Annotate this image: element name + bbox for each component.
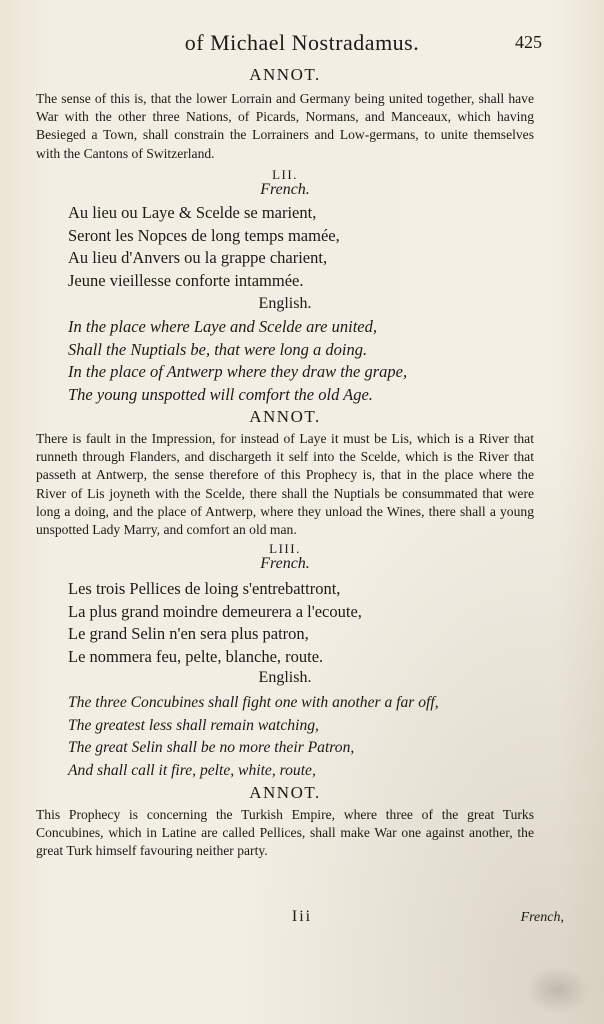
english-verse-1 bbox=[68, 316, 528, 406]
verse-line: Le nommera feu, pelte, blanche, route. bbox=[68, 646, 324, 666]
verse-line: Seront les Nopces de long temps mamée, bbox=[68, 225, 340, 245]
catchword: French, bbox=[520, 910, 564, 925]
annot-text-2: There is fault in the Impression, for instead of Laye it must be Lis, which is a River that runneth through Flanders, and dischargeth it self into the Scelde, which is the River that passeth at Antwerp, the sense therefore of this Prophecy is, that in the place where the River of Lis joyneth with the Scelde, there shall the Nuptials be consummated that were long a doing, and the place of Antwerp, where they unload the Wines, there shall a young unspotted Lady Marry, and comfort an old man. bbox=[36, 431, 534, 538]
verse-line: Au lieu ou Laye & Scelde se marient, bbox=[68, 203, 317, 222]
verse-line: Shall the Nuptials be, that were long a doing. bbox=[68, 339, 368, 359]
verse-line: Les trois Pellices de loing s'entrebattront, bbox=[68, 579, 341, 598]
annot-text-3: This Prophecy is concerning the Turkish Empire, where three of the great Turks Concubines, which in Latine are called Pellices, shall make War one against another, the great Turk himself favouring neither party. bbox=[36, 807, 534, 859]
verse-line: La plus grand moindre demeurera a l'ecoute, bbox=[68, 601, 362, 621]
verse-line: In the place of Antwerp where they draw the grape, bbox=[68, 362, 408, 381]
verse-line: Le grand Selin n'en sera plus patron, bbox=[68, 624, 309, 643]
page-number: 425 bbox=[515, 32, 542, 52]
english-heading-2: English. bbox=[258, 669, 312, 686]
french-verse-1 bbox=[68, 202, 528, 292]
annot-text-1: The sense of this is, that the lower Lorrain and Germany being united together, shall have War with the other three Nations, of Picards, Normans, and Manceaux, which having Besieged a Town, shall constrain the Lorrainers and Low-germans, to unite themselves with the Cantons of Switzerland. bbox=[36, 91, 534, 161]
english-heading-1: English. bbox=[258, 295, 312, 312]
verse-line: The three Concubines shall fight one with another a far off, bbox=[68, 694, 439, 711]
annot-heading-1: ANNOT. bbox=[249, 65, 321, 84]
french-verse-2 bbox=[68, 578, 528, 668]
quatrain-number-lii: LII. bbox=[272, 167, 298, 182]
verse-line: The great Selin shall be no more their Patron, bbox=[68, 739, 355, 756]
verse-line: And shall call it fire, pelte, white, route, bbox=[68, 761, 316, 779]
verse-line: The greatest less shall remain watching, bbox=[68, 716, 319, 734]
signature-mark: Iii bbox=[291, 908, 313, 925]
english-verse-2 bbox=[68, 692, 538, 782]
annot-heading-2: ANNOT. bbox=[249, 407, 321, 426]
paper-stain bbox=[526, 966, 590, 1014]
page-header bbox=[0, 30, 604, 58]
quatrain-number-liii: LIII. bbox=[269, 541, 301, 556]
verse-line: Jeune vieillesse conforte intammée. bbox=[68, 270, 304, 290]
page-footer bbox=[0, 908, 604, 932]
verse-line: The young unspotted will comfort the old Age. bbox=[68, 384, 373, 404]
running-title: of Michael Nostradamus. bbox=[184, 30, 420, 55]
annot-heading-3: ANNOT. bbox=[249, 783, 321, 802]
verse-line: In the place where Laye and Scelde are united, bbox=[68, 317, 377, 336]
french-heading-2: French. bbox=[260, 555, 310, 572]
verse-line: Au lieu d'Anvers ou la grappe charient, bbox=[68, 248, 328, 267]
french-heading-1: French. bbox=[260, 181, 310, 198]
